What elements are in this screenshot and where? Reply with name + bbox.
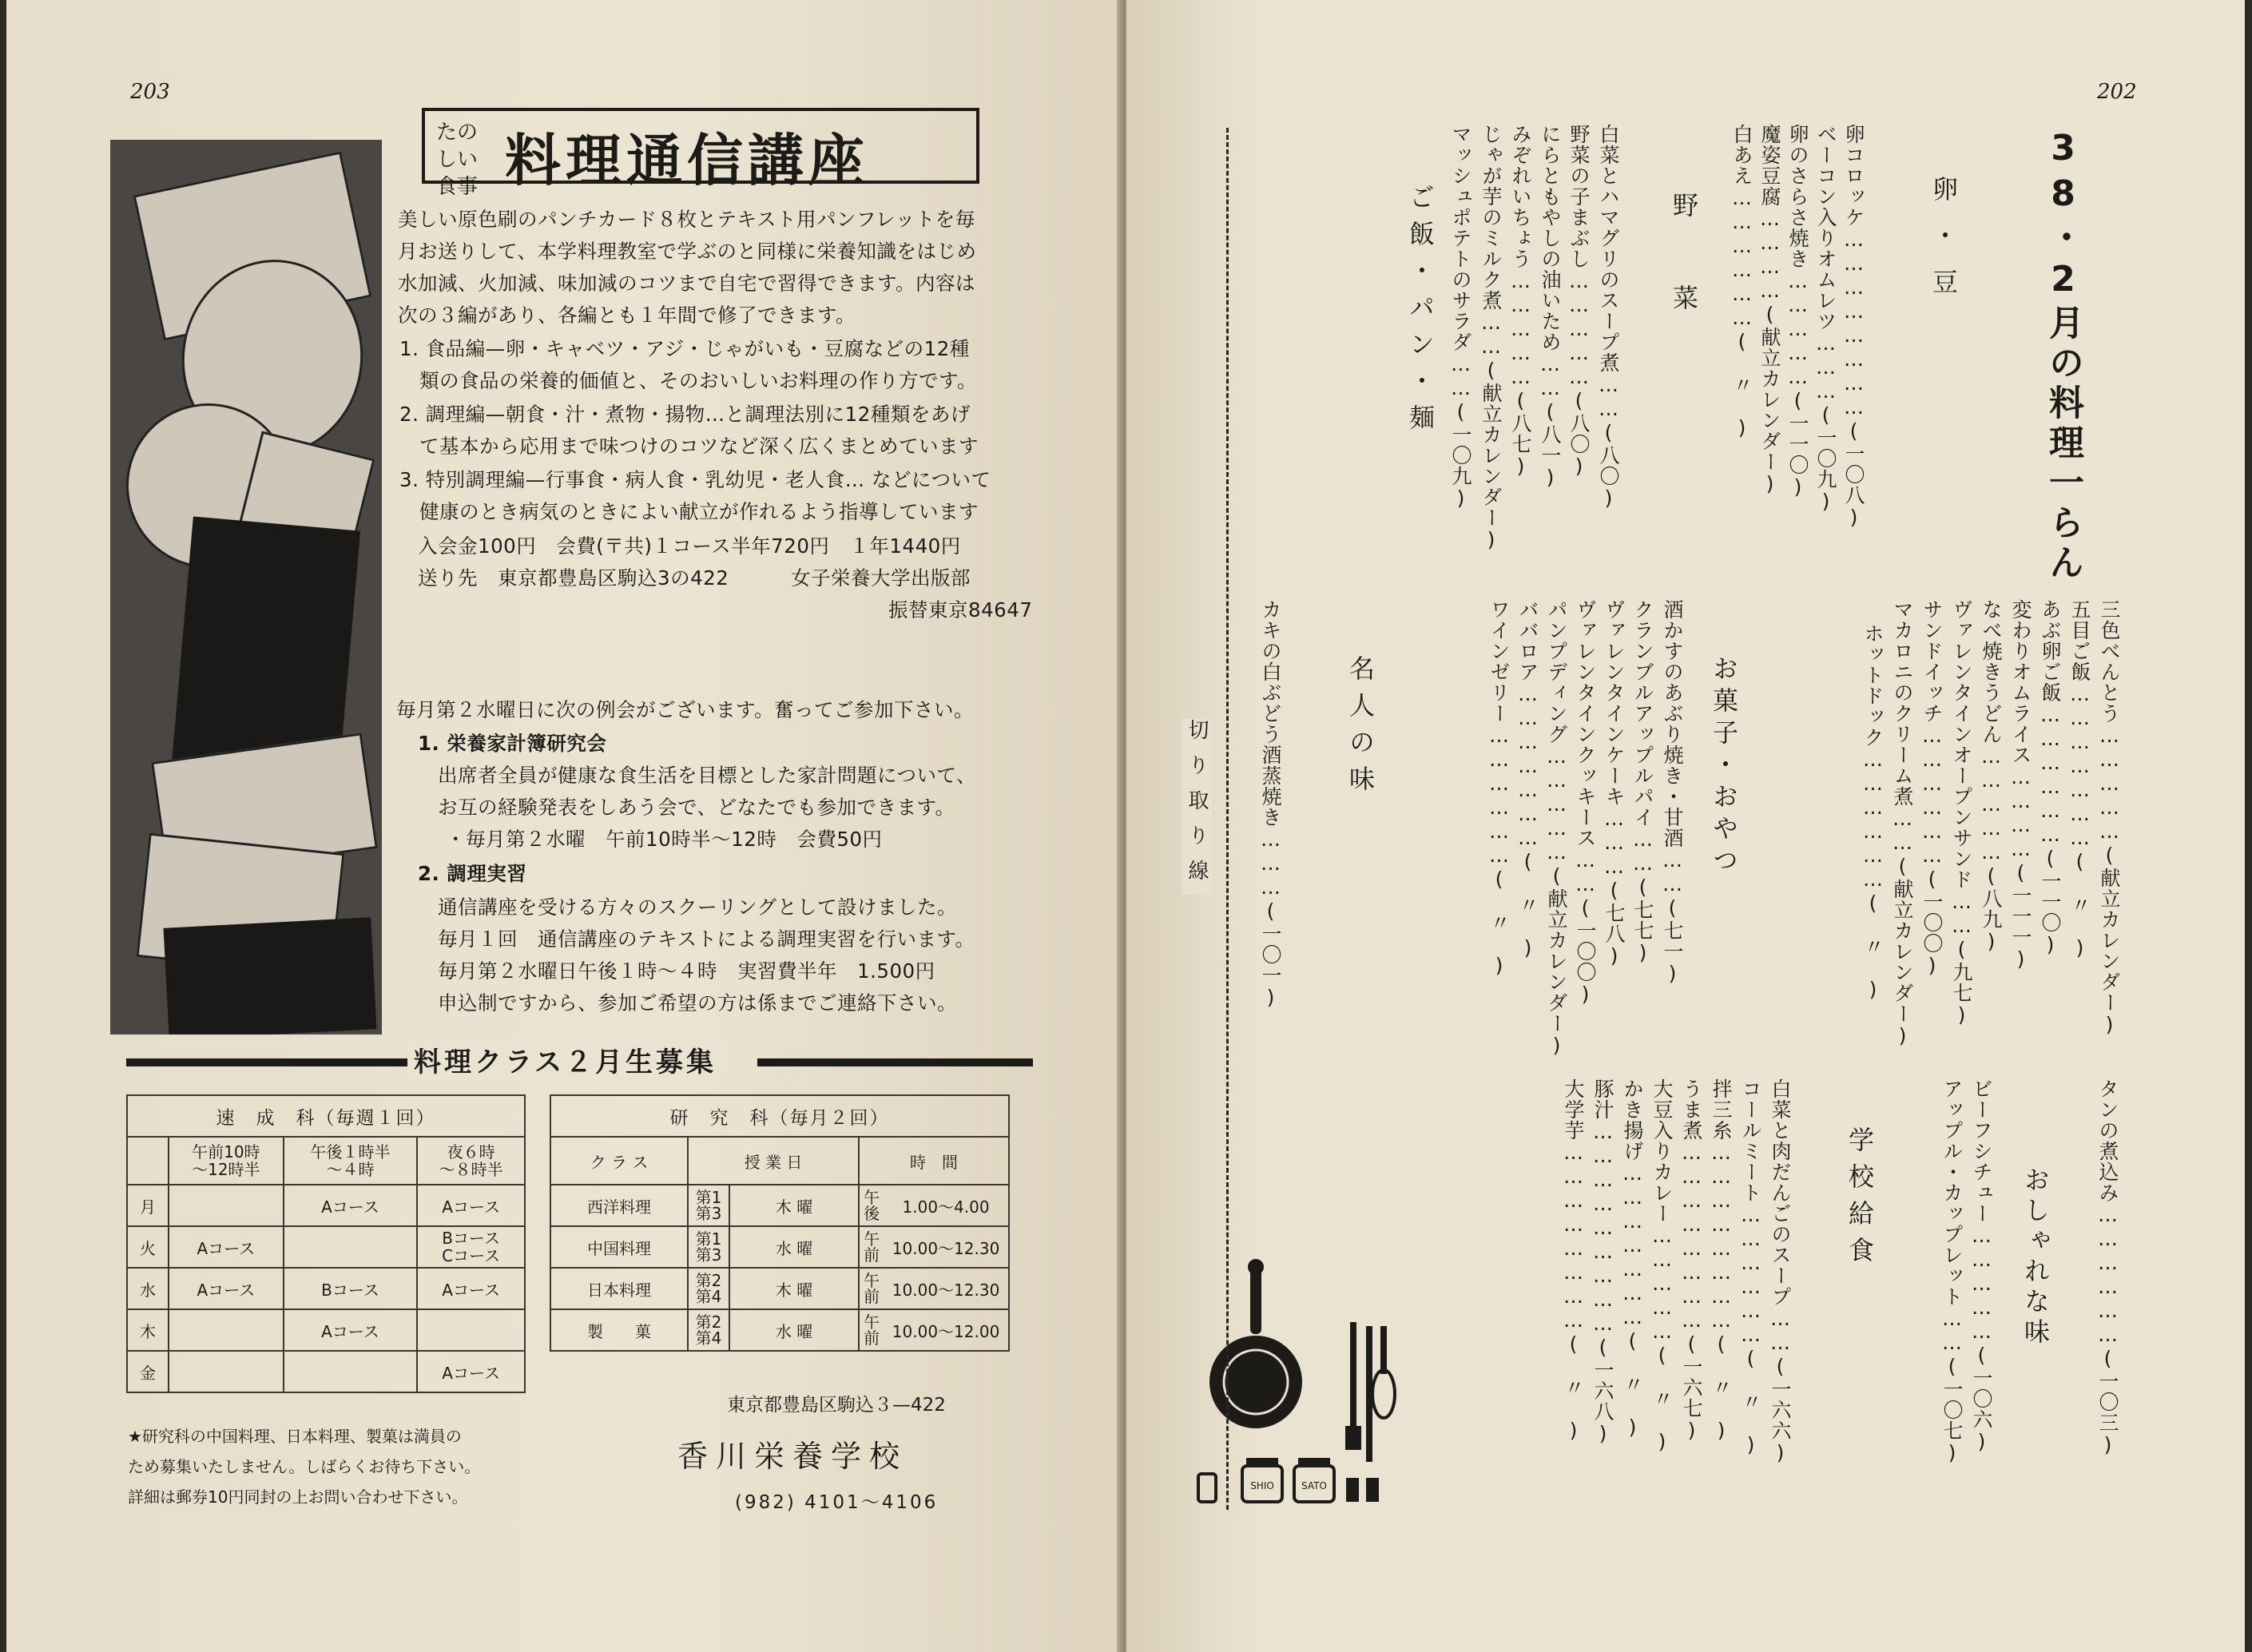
section-heading: 野 菜 bbox=[1669, 192, 1699, 331]
meeting2-line: 毎月１回 通信講座のテキストによる調理実習を行います。 bbox=[438, 927, 975, 951]
menu-item: 魔姿豆腐…………(献立カレンダー) bbox=[1758, 124, 1781, 496]
ampm-cell: 午 後 bbox=[859, 1185, 884, 1226]
slot-cell: Aコース bbox=[284, 1185, 418, 1226]
meeting2-line: 通信講座を受ける方々のスクーリングとして設けました。 bbox=[438, 895, 957, 919]
intro-line: 次の３編があり、各編とも１年間で修了できます。 bbox=[398, 304, 856, 327]
menu-item: あぶ卵ご飯………………(一一〇) bbox=[2039, 599, 2062, 957]
school-address: 東京都豊島区駒込３—422 bbox=[727, 1395, 946, 1416]
small-bottles-icon bbox=[1198, 1474, 1379, 1502]
week-cell: 第1 第3 bbox=[688, 1185, 729, 1226]
menu-item: なべ焼きうどん……………(八九) bbox=[1980, 599, 2003, 954]
section-heading: 卵・豆 bbox=[1928, 176, 1959, 315]
menu-item: 白菜とハマグリのスープ煮……(八〇) bbox=[1597, 124, 1620, 510]
slot-cell: Aコース bbox=[169, 1226, 284, 1268]
week-cell: 第1 第3 bbox=[688, 1226, 729, 1268]
menu-item: 五目ご飯…………………( 〃 ) bbox=[2068, 599, 2091, 960]
school-phone: (982) 4101〜4106 bbox=[735, 1492, 939, 1513]
course-line: 1. 食品編—卵・キャベツ・アジ・じゃがいも・豆腐などの12種 bbox=[399, 337, 970, 360]
kenkyu-table bbox=[550, 1094, 1010, 1352]
slot-cell: Aコース bbox=[169, 1268, 284, 1309]
menu-item: ヴァレンタインケーキ………(七八) bbox=[1603, 599, 1626, 968]
banner-rule-right bbox=[757, 1058, 1033, 1066]
section-heading: 名人の味 bbox=[1345, 655, 1376, 802]
slot-cell bbox=[169, 1351, 284, 1392]
col-header: 時 間 bbox=[859, 1137, 1009, 1185]
cut-line-label: 切り取り線 bbox=[1182, 719, 1212, 895]
sokusei-table bbox=[126, 1094, 526, 1393]
ampm-cell: 午 前 bbox=[859, 1309, 884, 1351]
col-header: 午前10時 〜12時半 bbox=[169, 1137, 284, 1185]
menu-item: カキの白ぶどう酒蒸焼き………(一〇一) bbox=[1259, 599, 1282, 1010]
slot-cell bbox=[417, 1309, 525, 1351]
menu-item: 白菜と肉だんごのスープ……(一六六) bbox=[1769, 1078, 1792, 1465]
menu-item: サンドイッチ………………(一〇〇) bbox=[1920, 599, 1944, 978]
time-cell: 1.00〜4.00 bbox=[884, 1185, 1009, 1226]
col-header: 夜６時 〜８時半 bbox=[417, 1137, 525, 1185]
banner-text: 料理クラス２月生募集 bbox=[407, 1040, 723, 1079]
title-small-text: たのしい食事 bbox=[436, 121, 479, 199]
menu-item: ベーコン入りオムレツ………(一〇九) bbox=[1814, 124, 1837, 514]
day-cell: 木 曜 bbox=[729, 1268, 859, 1309]
day-cell: 月 bbox=[127, 1185, 169, 1226]
menu-item: ホットドック………………( 〃 ) bbox=[1861, 623, 1885, 1002]
slot-cell: Bコース bbox=[284, 1268, 418, 1309]
meeting-intro: 毎月第２水曜日に次の例会がございます。奮ってご参加下さい。 bbox=[396, 698, 975, 721]
footnote-line: 詳細は郵券10円同封の上お問い合わせ下さい。 bbox=[128, 1487, 468, 1507]
meeting2-title: 2. 調理実習 bbox=[418, 862, 527, 885]
banner-rule-left bbox=[126, 1058, 414, 1066]
slot-cell: Aコース bbox=[417, 1185, 525, 1226]
blank-cell bbox=[127, 1137, 169, 1185]
footnote-line: ★研究科の中国料理、日本料理、製菓は満員の bbox=[128, 1427, 462, 1446]
section-heading: 学校給食 bbox=[1845, 1126, 1875, 1273]
section-heading: おしゃれな味 bbox=[2020, 1166, 2051, 1348]
menu-item: みぞれいちょう……………(八七) bbox=[1509, 124, 1532, 479]
salt-jar-icon bbox=[1242, 1458, 1282, 1502]
menu-item: かき揚げ…………………( 〃 ) bbox=[1621, 1078, 1644, 1440]
menu-item: ビーフシチュー……………(一〇六) bbox=[1970, 1078, 1993, 1454]
ampm-cell: 午 前 bbox=[859, 1268, 884, 1309]
pamphlet-photo bbox=[110, 140, 382, 1034]
meeting2-line: 申込制ですから、参加ご希望の方は係までご連絡下さい。 bbox=[438, 991, 957, 1015]
day-cell: 水 曜 bbox=[729, 1309, 859, 1351]
kenkyu-title: 研 究 科（毎月２回） bbox=[550, 1095, 1009, 1137]
whisk-icon bbox=[1372, 1326, 1395, 1418]
menu-item: ヴァレンタインオープンサンド……(九七) bbox=[1950, 599, 1973, 1027]
meeting1-line: ・毎月第２水曜 午前10時半〜12時 会費50円 bbox=[446, 828, 883, 851]
menu-item: マッシュポテトのサラダ……(一〇九) bbox=[1449, 124, 1472, 510]
menu-item: 野菜の子まぶし……………(八〇) bbox=[1567, 124, 1591, 479]
spatula-icon bbox=[1345, 1322, 1372, 1462]
course-line: 類の食品の栄養的価値と、そのおいしいお料理の作り方です。 bbox=[399, 369, 978, 392]
school-name: 香川栄養学校 bbox=[677, 1439, 908, 1474]
time-cell: 10.00〜12.30 bbox=[884, 1226, 1009, 1268]
time-cell: 10.00〜12.30 bbox=[884, 1268, 1009, 1309]
menu-item: 変わりオムライス…………(一一一) bbox=[2009, 599, 2032, 971]
class-cell: 日本料理 bbox=[550, 1268, 688, 1309]
page-number-right: 202 bbox=[2097, 80, 2137, 104]
menu-item: うま煮……………………(一六七) bbox=[1680, 1078, 1703, 1443]
intro-line: 水加減、火加減、味加減のコツまで自宅で習得できます。内容は bbox=[398, 272, 976, 295]
menu-item: クランブルアップルパイ……(七七) bbox=[1631, 599, 1654, 965]
fee-line: 入会金100円 会費(〒共)１コース半年720円 １年1440円 bbox=[418, 534, 961, 558]
day-cell: 火 bbox=[127, 1226, 169, 1268]
menu-item: 卵のさらさ焼き……………(一一〇) bbox=[1786, 124, 1809, 499]
day-cell: 木 bbox=[127, 1309, 169, 1351]
send-to: 送り先 東京都豊島区駒込3の422 bbox=[418, 566, 729, 590]
transfer-account: 振替東京84647 bbox=[888, 598, 1033, 621]
course-line: 3. 特別調理編—行事食・病人食・乳幼児・老人食… などについて bbox=[399, 468, 991, 491]
menu-item: 酒かすのあぶり焼き・甘酒……(七一) bbox=[1661, 599, 1684, 986]
kitchen-utensils-icon bbox=[1174, 1254, 1438, 1510]
meeting1-title: 1. 栄養家計簿研究会 bbox=[418, 732, 607, 755]
day-cell: 水 曜 bbox=[729, 1226, 859, 1268]
menu-item: マカロニのクリーム煮……(献立カレンダー) bbox=[1891, 599, 1914, 1048]
menu-item: 白あえ………………( 〃 ) bbox=[1730, 124, 1754, 440]
publisher: 女子栄養大学出版部 bbox=[791, 566, 971, 590]
menu-item: コールミート………………( 〃 ) bbox=[1739, 1078, 1762, 1457]
menu-item: 大豆入りカレー……………( 〃 ) bbox=[1650, 1078, 1674, 1454]
menu-item: にらともやしの油いため……(八一) bbox=[1539, 124, 1562, 490]
intro-line: 月お送りして、本学料理教室で学ぶのと同様に栄養知識をはじめ bbox=[398, 240, 977, 263]
menu-item: アップル・カップレット……(一〇七) bbox=[1940, 1078, 1964, 1465]
menu-item: 三色べんとう……………(献立カレンダー) bbox=[2098, 599, 2121, 1037]
menu-item: タンの煮込み………………(一〇三) bbox=[2096, 1078, 2119, 1457]
menu-item: 拌三糸……………………( 〃 ) bbox=[1710, 1078, 1733, 1443]
intro-line: 美しい原色刷のパンチカード８枚とテキスト用パンフレットを毎 bbox=[398, 208, 975, 231]
class-cell: 製 菓 bbox=[550, 1309, 688, 1351]
section-heading: ご飯・パン・麺 bbox=[1405, 184, 1436, 441]
col-header: ク ラ ス bbox=[550, 1137, 688, 1185]
menu-item: パンプディング……………(献立カレンダー) bbox=[1545, 599, 1568, 1058]
right-page bbox=[1126, 0, 2245, 1652]
left-page bbox=[6, 0, 1122, 1652]
slot-cell bbox=[169, 1185, 284, 1226]
slot-cell: Aコース bbox=[417, 1351, 525, 1392]
section-heading: お菓子・おやつ bbox=[1709, 655, 1739, 879]
col-header: 午後１時半 〜４時 bbox=[284, 1137, 418, 1185]
jar-label: SHIO bbox=[1250, 1480, 1274, 1491]
day-cell: 木 曜 bbox=[729, 1185, 859, 1226]
slot-cell: Aコース bbox=[284, 1309, 418, 1351]
course-line: 2. 調理編—朝食・汁・煮物・揚物…と調理法別に12種類をあげ bbox=[399, 403, 971, 426]
page-number-left: 203 bbox=[130, 80, 170, 104]
recruitment-banner bbox=[126, 1046, 1033, 1078]
ampm-cell: 午 前 bbox=[859, 1226, 884, 1268]
meeting2-line: 毎月第２水曜日午後１時〜４時 実習費半年 1.500円 bbox=[438, 959, 935, 983]
jar-label: SATO bbox=[1301, 1480, 1327, 1491]
menu-list-title: 38・2月の料理一らん bbox=[2043, 128, 2083, 584]
slot-cell: Aコース bbox=[417, 1268, 525, 1309]
meeting1-line: 出席者全員が健康な食生活を目標とした家計問題について、 bbox=[438, 764, 977, 787]
sokusei-title: 速 成 科（毎週１回） bbox=[127, 1095, 525, 1137]
slot-cell: Bコース Cコース bbox=[417, 1226, 525, 1268]
slot-cell bbox=[284, 1226, 418, 1268]
menu-item: ヴァレンタインクッキース……(一〇〇) bbox=[1574, 599, 1597, 1007]
time-cell: 10.00〜12.00 bbox=[884, 1309, 1009, 1351]
sugar-jar-icon bbox=[1294, 1458, 1334, 1502]
class-cell: 中国料理 bbox=[550, 1226, 688, 1268]
day-cell: 水 bbox=[127, 1268, 169, 1309]
menu-item: じゃが芋のミルク煮……(献立カレンダー) bbox=[1479, 124, 1503, 552]
course-line: て基本から応用まで味つけのコツなど深く広くまとめています bbox=[399, 435, 979, 458]
meeting1-line: お互の経験発表をしあう会で、どなたでも参加できます。 bbox=[438, 796, 955, 819]
menu-item: ワインゼリー………………( 〃 ) bbox=[1487, 599, 1511, 978]
day-cell: 金 bbox=[127, 1351, 169, 1392]
menu-item: 卵コロッケ……………………(一〇八) bbox=[1842, 124, 1865, 530]
menu-item: ババロア…………………( 〃 ) bbox=[1516, 599, 1539, 960]
course-title: 料理通信講座 bbox=[505, 128, 869, 193]
course-line: 健康のとき病気のときによい献立が作れるよう指導しています bbox=[399, 500, 979, 523]
slot-cell bbox=[284, 1351, 418, 1392]
slot-cell bbox=[169, 1309, 284, 1351]
cut-line-dashes bbox=[1226, 128, 1229, 1510]
week-cell: 第2 第4 bbox=[688, 1309, 729, 1351]
col-header: 授 業 日 bbox=[688, 1137, 859, 1185]
menu-item: 豚汁………………………(一六八) bbox=[1591, 1078, 1615, 1446]
course-title-box bbox=[422, 108, 979, 199]
week-cell: 第2 第4 bbox=[688, 1268, 729, 1309]
class-cell: 西洋料理 bbox=[550, 1185, 688, 1226]
frying-pan-icon bbox=[1209, 1261, 1302, 1428]
menu-item: 大学芋……………………( 〃 ) bbox=[1562, 1078, 1585, 1443]
footnote-line: ため募集いたしません。しばらくお待ち下さい。 bbox=[128, 1457, 481, 1476]
